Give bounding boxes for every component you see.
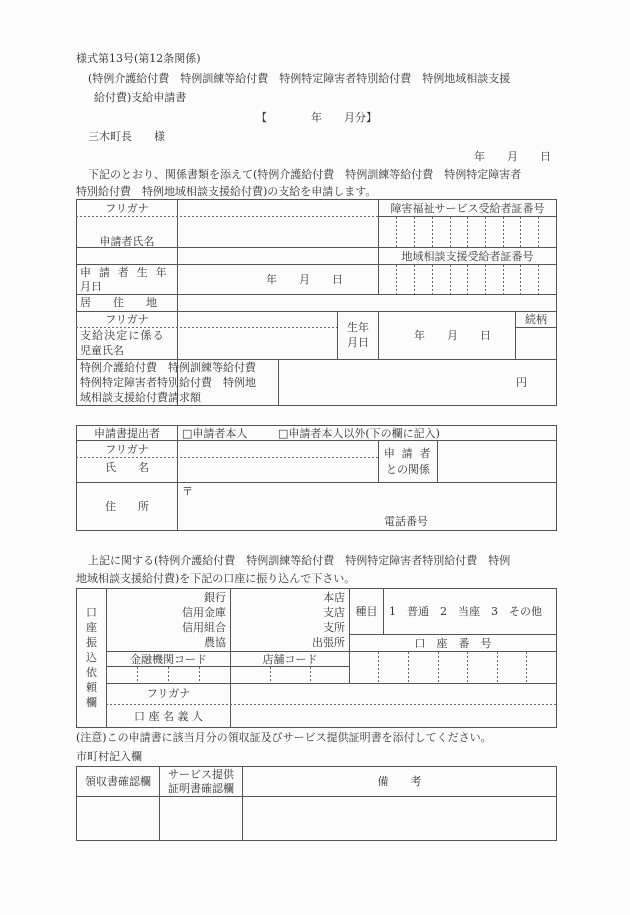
phone-label: 電話番号: [384, 515, 428, 528]
branch-code-label: 店舗コード: [262, 653, 318, 666]
relation-label-1: 申 請 者: [383, 447, 433, 460]
side-char: 依: [86, 666, 97, 679]
submitter-furigana-field[interactable]: [178, 441, 378, 457]
relation-label-2: との関係: [386, 463, 430, 476]
claim-label-line2: 特例特定障害者特別給付費 特例地: [80, 376, 256, 389]
form-number: 様式第13号(第12条関係): [76, 52, 201, 65]
form-title-line1: (特例介護給付費 特例訓練等給付費 特例特定障害者特別給付費 特例地域相談支援: [88, 72, 511, 85]
side-char: 座: [86, 621, 97, 634]
submitter-address-label: 住 所: [105, 500, 149, 513]
account-number-label: 口 座 番 号: [414, 637, 492, 650]
child-name-label-1: 支給決定に係る: [80, 329, 165, 342]
branch-code-field[interactable]: [231, 667, 349, 683]
child-name-field[interactable]: [178, 328, 337, 359]
submitter-address-field[interactable]: [178, 483, 556, 513]
side-char: 頼: [86, 681, 97, 694]
submitter-label: 申請書提出者: [94, 427, 160, 440]
remarks-label: 備 考: [377, 775, 422, 788]
branch-type-head: 本店: [323, 591, 345, 604]
relation-field[interactable]: [438, 441, 556, 482]
child-furigana-label: フリガナ: [105, 313, 149, 326]
submitter-name-field[interactable]: [178, 458, 378, 482]
branch-type-sub: 支所: [323, 621, 345, 634]
service-cert-check-label-1: サービス提供: [168, 768, 234, 781]
submitter-furigana-label: フリガナ: [105, 443, 149, 456]
postal-mark: 〒: [182, 485, 193, 498]
claim-label-line1: 特例介護給付費 特例訓練等給付費: [80, 361, 256, 374]
institution-code-field[interactable]: [107, 667, 230, 683]
residence-field[interactable]: [178, 295, 556, 311]
receipt-check-label: 領収書確認欄: [85, 775, 151, 788]
intro-line2: 特別給付費 特例地域相談支援給付費)の支給を申請します。: [76, 185, 377, 198]
child-name-label-2: 児童氏名: [80, 344, 124, 357]
application-period: 【 年 月分】: [256, 111, 377, 124]
branch-type-branch: 支店: [323, 606, 345, 619]
form-title-line2: 給付費)支給申請書: [94, 91, 187, 104]
account-holder-field[interactable]: [231, 705, 556, 727]
yen-unit: 円: [516, 376, 527, 389]
side-char: 振: [86, 636, 97, 649]
transfer-intro-line1: 上記に関する(特例介護給付費 特例訓練等給付費 特例特定障害者特別給付費 特例: [88, 554, 511, 567]
institution-type-ja: 農協: [204, 636, 226, 649]
addressee: 三木町長 様: [88, 130, 165, 143]
attachment-notice: (注意)この申請書に該当月分の領収証及びサービス提供証明書を添付してください。: [76, 731, 492, 744]
child-birth-label-1: 生年: [347, 321, 369, 334]
branch-types[interactable]: [231, 590, 345, 650]
submitter-name-label: 氏 名: [105, 461, 149, 474]
institution-type-shinkin: 信用金庫: [182, 606, 226, 619]
child-furigana-field[interactable]: [178, 312, 337, 327]
applicant-birth-label-1: 申 請 者 生 年: [80, 266, 169, 279]
child-birth-label-2: 月日: [347, 336, 369, 349]
applicant-name-label: 申請者氏名: [99, 235, 155, 248]
service-cert-check-label-2: 証明書確認欄: [168, 782, 234, 795]
disability-cert-number-field[interactable]: [379, 217, 556, 247]
applicant-birth-date[interactable]: 年 月 日: [266, 273, 343, 286]
institution-type-bank: 銀行: [204, 591, 226, 604]
institution-code-label: 金融機関コード: [130, 653, 207, 666]
relationship-label: 続柄: [525, 313, 547, 326]
institution-types[interactable]: [107, 590, 226, 650]
applicant-name-field[interactable]: [178, 217, 378, 247]
relationship-field[interactable]: [516, 328, 556, 359]
community-cert-number-label: 地域相談支援受給者証番号: [401, 250, 534, 263]
municipal-section-title: 市町村記入欄: [76, 750, 142, 763]
option-applicant-self-checkbox[interactable]: □申請者本人: [182, 427, 248, 440]
account-furigana-label: フリガナ: [146, 687, 191, 700]
community-cert-number-field[interactable]: [379, 265, 556, 294]
applicant-furigana-field[interactable]: [178, 200, 378, 216]
residence-label: 居 住 地: [80, 296, 157, 309]
account-number-field[interactable]: [350, 652, 556, 683]
claim-amount-field[interactable]: [279, 360, 519, 405]
account-furigana-field[interactable]: [231, 684, 556, 704]
institution-type-credit-union: 信用組合: [182, 621, 226, 634]
claim-label-line3: 域相談支援給付費請求額: [80, 391, 201, 404]
intro-line1: 下記のとおり、関係書類を添えて(特例介護給付費 特例訓練等給付費 特例特定障害者: [88, 168, 522, 181]
account-holder-label: 口 座 名 義 人: [134, 710, 203, 723]
transfer-intro-line2: 地域相談支援給付費)を下記の口座に振り込んで下さい。: [76, 572, 356, 585]
account-type-label: 種目: [355, 605, 378, 618]
remarks-field[interactable]: [243, 797, 556, 840]
child-birth-date[interactable]: 年 月 日: [414, 329, 491, 342]
option-other-checkbox[interactable]: □申請者本人以外(下の欄に記入): [278, 427, 440, 440]
side-char: 口: [86, 606, 97, 619]
applicant-birth-label-2: 月日: [80, 280, 102, 293]
branch-type-office: 出張所: [312, 636, 345, 649]
side-char: 込: [86, 651, 97, 664]
account-type-options[interactable]: 1 普通 2 当座 3 その他: [389, 605, 542, 618]
receipt-check-field[interactable]: [77, 797, 159, 840]
service-cert-check-field[interactable]: [160, 797, 242, 840]
application-date: 年 月 日: [474, 150, 551, 163]
side-char: 欄: [86, 696, 97, 709]
applicant-furigana-label: フリガナ: [105, 202, 149, 215]
disability-cert-number-label: 障害福祉サービス受給者証番号: [390, 202, 545, 215]
bank-transfer-side-label: [77, 605, 106, 710]
